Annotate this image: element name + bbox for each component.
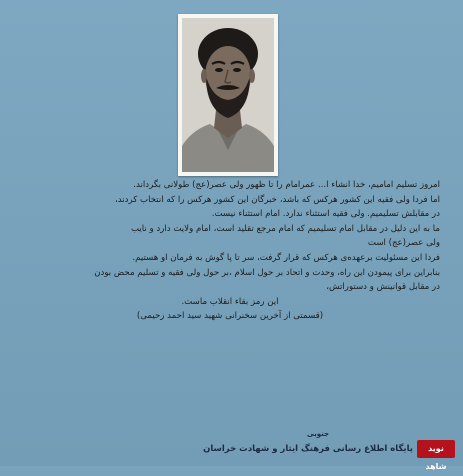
quote-line: ما به این دلیل در مقابل امام تسلیمیم که امام مرجع تقلید است، امام ولایت دارد و نایب xyxy=(130,223,440,234)
portrait-image xyxy=(182,18,274,172)
quote-source: (قسمتی از آخرین سخنرانی شهید سید احمد رحیمی) xyxy=(136,311,324,322)
quote-line: این رمز بقاء انقلاب ماست. xyxy=(181,296,279,307)
quote-line: در مقابلش تسلیمیم. ولی فقیه استثناء ندارد. امام استثناء نیست. xyxy=(211,209,440,220)
quote-text xyxy=(20,178,440,324)
portrait-frame xyxy=(178,14,278,176)
quote-line: بنابراین برای پیمودن این راه، وحدت و اتحاد بر حول اسلام ،بر حول ولی فقیه و تسلیم محض بودن xyxy=(94,267,440,278)
quote-line: فردا این مسئولیت برعهده‌ی هرکس که قرار گرفت، سر تا پا گوش به فرمان او هستیم. xyxy=(132,252,440,263)
quote-line: اما فردا ولی فقیه این کشور هرکس که باشد، خبرگان این کشور هرکس را که انتخاب کردند، xyxy=(114,194,440,205)
logo-name: پایگاه اطلاع رسانی فرهنگ ایثار و شهادت خراسان xyxy=(203,444,413,454)
quote-line: ولی عصر(عج) است xyxy=(367,238,440,249)
site-logo xyxy=(203,430,455,471)
logo-mark: نوید شاهد xyxy=(417,440,455,458)
portrait-photo xyxy=(182,18,274,172)
quote-line: امروز تسلیم امامیم، خدا انشاء ا... عمرامام را تا ظهور ولی عصر(عج) طولانی بگرداند. xyxy=(133,180,440,190)
quote-line: در مقابل قوانینش و دستوراتش، xyxy=(326,282,440,293)
logo-sub: جنوبی xyxy=(306,430,329,438)
